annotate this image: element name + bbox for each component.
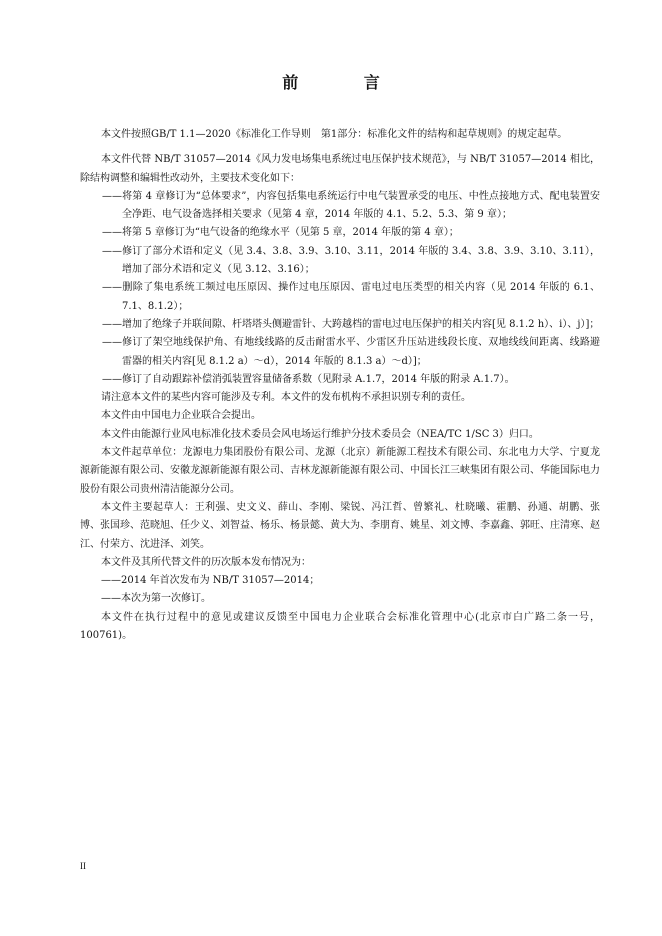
paragraph-drafting-units: 本文件起草单位：龙源电力集团股份有限公司、龙源（北京）新能源工程技术有限公司、东北电力大学、宁夏龙源新能源有限公司、安徽龙源新能源有限公司、吉林龙源新能源有限公司、中国长江三峡集团有限公司、华能国际电力股份有限公司贵州清洁能源分公司。 — [80, 447, 600, 495]
paragraph-drafters: 本文件主要起草人：王利强、史文义、薛山、李刚、梁锐、冯江哲、曾繁礼、杜晓曦、霍鹏、孙通、胡鹏、张博、张国珍、范晓旭、任少义、刘智益、杨乐、杨景懿、黄大为、李朋育、姚星、刘文博、李嘉鑫、郭旺、庄清寒、赵江、付荣方、沈进泽、刘笑。 — [80, 501, 600, 550]
change-item: ——删除了集电系统工频过电压原因、操作过电压原因、雷电过电压类型的相关内容（见 2014 年版的 6.1、7.1、8.1.2）； — [102, 282, 600, 312]
page-title: 前 言 — [282, 73, 410, 92]
paragraph-proposed-by: 本文件由中国电力企业联合会提出。 — [101, 410, 261, 422]
change-item: ——修订了自动跟踪补偿消弧装置容量储备系数（见附录 A.1.7，2014 年版的附录 A.1.7）。 — [102, 373, 515, 385]
paragraph-replacement: 本文件代替 NB/T 31057—2014《风力发电场集电系统过电压保护技术规范》，与 NB/T 31057—2014 相比，除结构调整和编辑性改动外，主要技术变化如下： — [80, 154, 600, 184]
paragraph-feedback: 本文件在执行过程中的意见或建议反馈至中国电力企业联合会标准化管理中心(北京市白广路二条一号，100761)。 — [80, 611, 600, 642]
paragraph-drafting-rules: 本文件按照GB/T 1.1—2020《标准化工作导则 第1部分：标准化文件的结构和起草规则》的规定起草。 — [101, 129, 568, 140]
change-item: ——修订了架空地线保护角、有地线线路的反击耐雷水平、少雷区升压站进线段长度、双地线线间距离、线路避雷器的相关内容[见 8.1.2 a）～d），2014 年版的 8.1.3 a）～d）]； — [102, 337, 600, 367]
paragraph-version-history: 本文件及其所代替文件的历次版本发布情况为： — [101, 556, 311, 568]
change-item: ——修订了部分术语和定义（见 3.4、3.8、3.9、3.10、3.11，2014 年版的 3.4、3.8、3.9、3.10、3.11），增加了部分术语和定义（见 3.12、3.16）； — [102, 245, 600, 276]
paragraph-centralized-by: 本文件由能源行业风电标准化技术委员会风电场运行维护分技术委员会（NEA/TC 1/SC 3）归口。 — [101, 428, 539, 440]
foreword-body — [80, 126, 600, 645]
paragraph-patent-notice: 请注意本文件的某些内容可能涉及专利。本文件的发布机构不承担识别专利的责任。 — [101, 392, 471, 404]
change-item: ——将第 5 章修订为“电气设备的绝缘水平（见第 5 章，2014 年版的第 4 章）； — [102, 227, 459, 239]
change-item: ——增加了绝缘子并联间隙、杆塔塔头侧避雷针、大跨越档的雷电过电压保护的相关内容[见 8.1.2 h）、i）、j）]； — [102, 318, 600, 330]
change-item: ——将第 4 章修订为“总体要求”，内容包括集电系统运行中电气装置承受的电压、中性点接地方式、配电装置安全净距、电气设备选择相关要求（见第 4 章，2014 年版的 4.1、5.2、5.3、第 9 章）； — [102, 190, 600, 221]
history-item: ——本次为第一次修订。 — [101, 593, 211, 605]
page-number: II — [80, 861, 86, 871]
history-item: ——2014 年首次发布为 NB/T 31057—2014； — [101, 575, 320, 587]
